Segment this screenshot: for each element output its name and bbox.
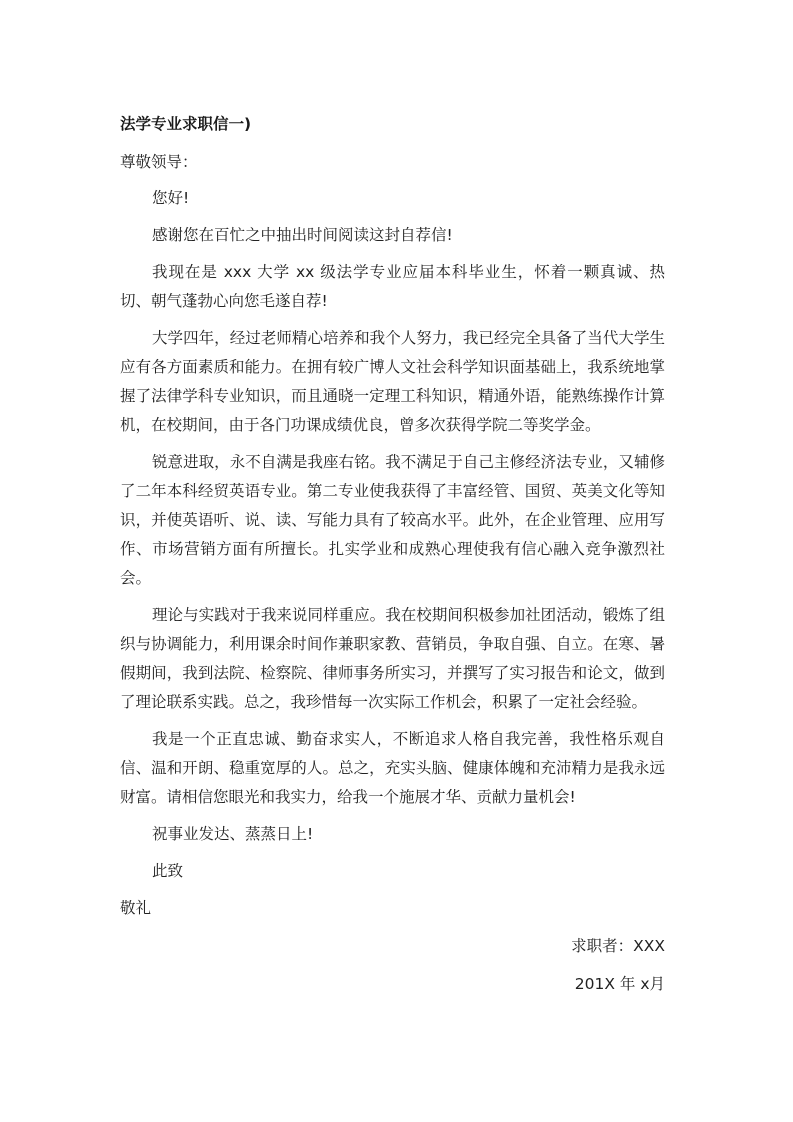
education-paragraph: 大学四年，经过老师精心培养和我个人努力，我已经完全具备了当代大学生应有各方面素质和能力。在拥有较广博人文社会科学知识面基础上，我系统地掌握了法律学科专业知识，而且通晓一定理工科知识，精通外语，能熟练操作计算机，在校期间，由于各门功课成绩优良，曾多次获得学院二等奖学金。: [120, 329, 665, 434]
greeting-paragraph: 您好!: [152, 189, 190, 207]
closing-salute: 敬礼: [120, 899, 152, 917]
motto-paragraph: 锐意进取，永不自满是我座右铭。我不满足于自己主修经济法专业，又辅修了二年本科经贸英语专业。第二专业使我获得了丰富经管、国贸、英美文化等知识，并使英语听、说、读、写能力具有了较高水平。此外，在企业管理、应用写作、市场营销方面有所擅长。扎实学业和成熟心理使我有信心融入竞争激烈社会。: [120, 453, 665, 587]
letter-title: 法学专业求职信一): [120, 115, 252, 133]
letter-body: [120, 110, 665, 1008]
letter-date: 201X 年 x月: [574, 975, 665, 993]
signature: 求职者：XXX: [571, 937, 665, 955]
regards-paragraph: 此致: [152, 862, 184, 880]
character-paragraph: 我是一个正直忠诚、勤奋求实人，不断追求人格自我完善，我性格乐观自信、温和开朗、稳重宽厚的人。总之，充实头脑、健康体魄和充沛精力是我永远财富。请相信您眼光和我实力，给我一个施展才华、贡献力量机会!: [120, 730, 665, 806]
salutation: 尊敬领导：: [120, 153, 198, 171]
thanks-paragraph: 感谢您在百忙之中抽出时间阅读这封自荐信!: [152, 226, 453, 244]
introduction-paragraph: 我现在是 xxx 大学 xx 级法学专业应届本科毕业生，怀着一颗真诚、热切、朝气蓬勃心向您毛遂自荐!: [120, 263, 665, 310]
wish-paragraph: 祝事业发达、蒸蒸日上!: [152, 825, 314, 843]
practice-paragraph: 理论与实践对于我来说同样重应。我在校期间积极参加社团活动，锻炼了组织与协调能力，利用课余时间作兼职家教、营销员，争取自强、自立。在寒、暑假期间，我到法院、检察院、律师事务所实习，并撰写了实习报告和论文，做到了理论联系实践。总之，我珍惜每一次实际工作机会，积累了一定社会经验。: [120, 606, 665, 711]
